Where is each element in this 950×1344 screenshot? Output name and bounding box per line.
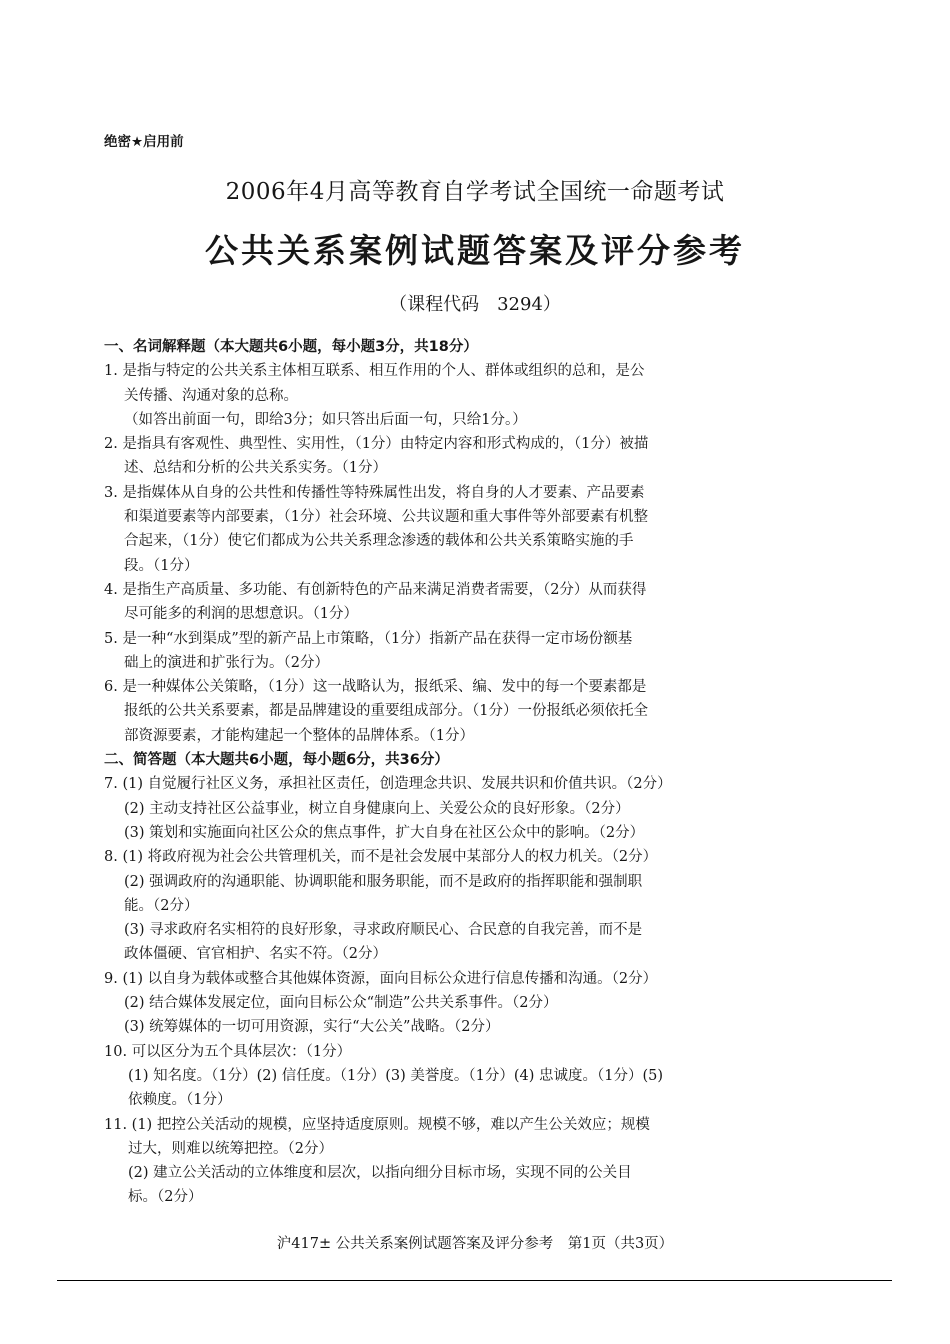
answer-line: （如答出前面一句，即给3分；如只答出后面一句，只给1分。） (124, 411, 527, 428)
section-heading: 一、名词解释题（本大题共6小题，每小题3分，共18分） (104, 339, 478, 355)
confidential-label: 绝密★启用前 (104, 134, 184, 150)
answer-line: (2) 主动支持社区公益事业，树立自身健康向上、关爱公众的良好形象。（2分） (124, 800, 630, 817)
answer-line: (3) 寻求政府名实相符的良好形象，寻求政府顺民心、合民意的自我完善，而不是 (124, 922, 643, 939)
answer-line: 11. (1) 把控公关活动的规模，应坚持适度原则。规模不够，难以产生公关效应；规模 (104, 1116, 650, 1133)
answer-line: 合起来，（1分）使它们都成为公共关系理念渗透的载体和公共关系策略实施的手 (124, 533, 634, 550)
answer-line: (1) 知名度。（1分）(2) 信任度。（1分）(3) 美誉度。（1分）(4) 忠诚度。（1分）(5) (128, 1067, 664, 1084)
answer-line: 1. 是指与特定的公共关系主体相互联系、相互作用的个人、群体或组织的总和，是公 (104, 363, 645, 380)
answer-line: 报纸的公共关系要素，都是品牌建设的重要组成部分。（1分）一份报纸必须依托全 (124, 703, 648, 720)
answer-line: 依赖度。（1分） (128, 1092, 232, 1109)
answer-line: 关传播、沟通对象的总称。 (124, 387, 298, 404)
answer-line: 9. (1) 以自身为载体或整合其他媒体资源，面向目标公众进行信息传播和沟通。（2分） (104, 970, 658, 987)
answer-line: 述、总结和分析的公共关系实务。（1分） (124, 460, 387, 477)
answer-line: 8. (1) 将政府视为社会公共管理机关，而不是社会发展中某部分人的权力机关。（2分） (104, 849, 658, 866)
answer-line: 3. 是指媒体从自身的公共性和传播性等特殊属性出发，将自身的人才要素、产品要素 (104, 484, 645, 501)
answer-line: 部资源要素，才能构建起一个整体的品牌体系。（1分） (124, 727, 474, 744)
page-footer: 沪417± 公共关系案例试题答案及评分参考 第1页（共3页） (276, 1236, 674, 1252)
answer-body (104, 335, 808, 1210)
answer-line: 10. 可以区分为五个具体层次：（1分） (104, 1043, 352, 1060)
answer-line: (3) 统筹媒体的一切可用资源，实行“大公关”战略。（2分） (124, 1019, 500, 1036)
answer-line: 过大，则难以统筹把控。（2分） (128, 1140, 333, 1157)
answer-line: 6. 是一种媒体公关策略，（1分）这一战略认为，报纸采、编、发中的每一个要素都是 (104, 679, 647, 696)
bottom-divider (57, 1280, 892, 1281)
answer-line: 7. (1) 自觉履行社区义务，承担社区责任，创造理念共识、发展共识和价值共识。（2分） (104, 776, 672, 793)
answer-line: 4. 是指生产高质量、多功能、有创新特色的产品来满足消费者需要，（2分）从而获得 (104, 581, 647, 598)
answer-line: 和渠道要素等内部要素，（1分）社会环境、公共议题和重大事件等外部要素有机整 (124, 509, 648, 526)
answer-line: (2) 强调政府的沟通职能、协调职能和服务职能，而不是政府的指挥职能和强制职 (124, 873, 643, 890)
answer-line: 标。（2分） (128, 1189, 203, 1206)
answer-line: 能。（2分） (124, 897, 199, 914)
answer-line: (3) 策划和实施面向社区公众的焦点事件，扩大自身在社区公众中的影响。（2分） (124, 824, 645, 841)
exam-heading: 2006年4月高等教育自学考试全国统一命题考试 (225, 179, 725, 205)
course-code: （课程代码 3294） (389, 294, 561, 315)
answer-line: (2) 结合媒体发展定位，面向目标公众“制造”公共关系事件。（2分） (124, 995, 558, 1012)
answer-line: 尽可能多的利润的思想意识。（1分） (124, 606, 358, 623)
section-heading: 二、简答题（本大题共6小题，每小题6分，共36分） (104, 752, 449, 769)
answer-line: 段。（1分） (124, 557, 199, 574)
answer-line: 础上的演进和扩张行为。（2分） (124, 654, 329, 671)
answer-line: 2. 是指具有客观性、典型性、实用性，（1分）由特定内容和形式构成的，（1分）被描 (104, 436, 649, 453)
document-title: 公共关系案例试题答案及评分参考 (205, 231, 745, 270)
answer-line: (2) 建立公关活动的立体维度和层次，以指向细分目标市场，实现不同的公关目 (128, 1165, 632, 1182)
answer-line: 政体僵硬、官官相护、名实不符。（2分） (124, 946, 387, 963)
answer-line: 5. 是一种“水到渠成”型的新产品上市策略，（1分）指新产品在获得一定市场份额基 (104, 630, 633, 647)
